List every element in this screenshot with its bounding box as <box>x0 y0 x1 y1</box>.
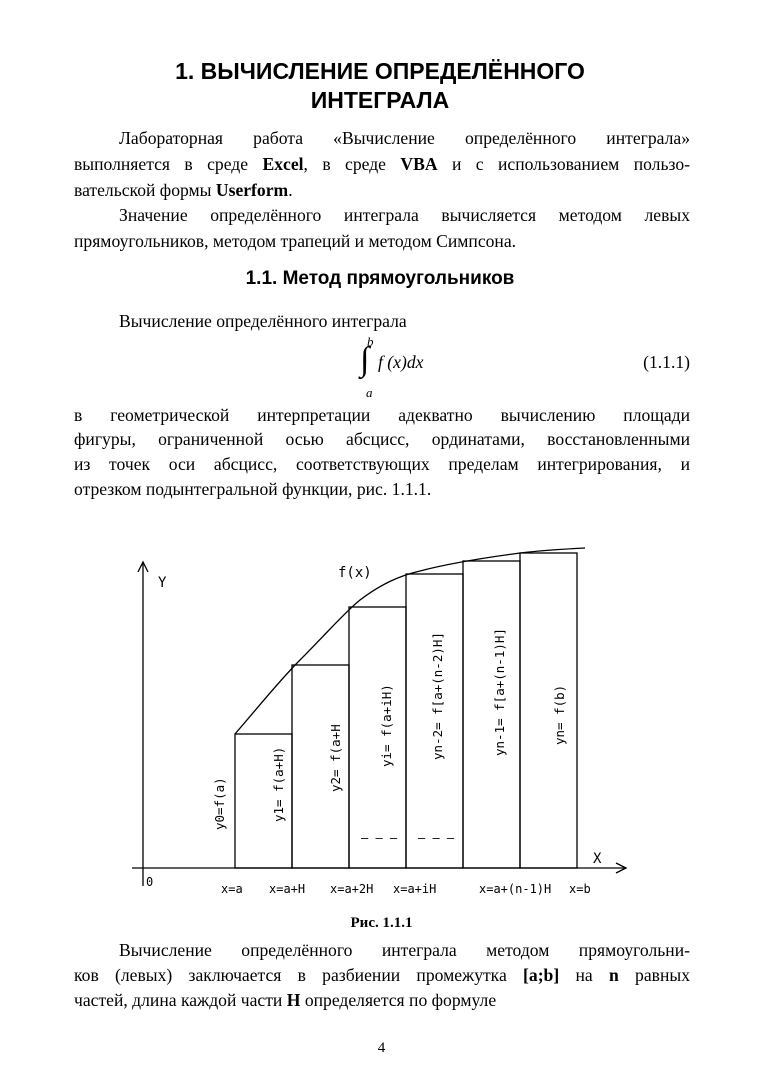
section-line-1: Вычисление определённого интеграла <box>119 311 407 331</box>
x-tick-a-plus-n-1-h: x=a+(n-1)H <box>479 882 552 896</box>
after-line-3 <box>74 989 690 1011</box>
x-tick-a-plus-h: x=a+H <box>269 882 306 896</box>
after-line-2 <box>74 964 690 986</box>
text-run: , в среде <box>303 154 401 174</box>
integral-lower-limit: a <box>366 385 373 400</box>
vba-term: VBA <box>400 154 438 174</box>
section-line-4: из точек оси абсцисс, соответствующих пределам интегрирования, и <box>74 454 690 474</box>
n-term: n <box>608 965 619 985</box>
curve-label: f(x) <box>338 565 372 581</box>
userform-term: Userform <box>215 180 289 200</box>
integrand: f (x)dx <box>378 352 424 372</box>
text-run: . <box>288 180 293 200</box>
x-tick-b: x=b <box>569 882 591 896</box>
section-title: 1.1. Метод прямоугольников <box>245 268 515 289</box>
section-line-5: отрезком подынтегральной функции, рис. 1.1.1. <box>74 479 432 499</box>
after-line-1: Вычисление определённого интеграла методом прямоугольни- <box>119 940 690 960</box>
section-line-3: фигуры, ограниченной осью абсцисс, ординатами, восстановленными <box>74 429 690 449</box>
integral-upper-limit: b <box>367 334 374 349</box>
x-axis-label: X <box>593 851 602 867</box>
y-axis-label: Y <box>158 575 167 591</box>
text-run: ков (левых) заключается в разбиении промежутка <box>74 965 524 985</box>
function-curve <box>235 548 585 734</box>
bar-label-yi: yi= f(a+iH) <box>379 684 394 767</box>
chapter-title-line-2: ИНТЕГРАЛА <box>310 87 450 113</box>
h-term: H <box>286 990 301 1010</box>
interval-term: [a;b] <box>523 965 560 985</box>
text-run: выполняется в среде <box>74 154 263 174</box>
page-number: 4 <box>377 1040 386 1056</box>
section-line-2: в геометрической интерпретации адекватно вычислению площади <box>74 405 690 425</box>
chapter-title-line-1: 1. ВЫЧИСЛЕНИЕ ОПРЕДЕЛЁННОГО <box>175 58 585 84</box>
x-tick-a: x=a <box>221 882 243 896</box>
bar-label-yn-2: yn-2= f[a+(n-2)H] <box>430 632 445 760</box>
ellipsis-dashes-1: – – – <box>361 831 398 845</box>
text-run: и с использованием пользо- <box>437 154 690 174</box>
figure-caption: Рис. 1.1.1 <box>350 915 413 931</box>
bar-label-y0: y0=f(a) <box>212 777 227 830</box>
text-run: равных <box>618 965 690 985</box>
bar-label-yn: yn= f(b) <box>552 684 567 745</box>
bar-label-y1: y1= f(a+H) <box>271 746 286 822</box>
bar-label-yn-1: yn-1= f[a+(n-1)H] <box>492 628 507 756</box>
text-run: вательской формы <box>74 180 216 200</box>
intro-line-1: Лабораторная работа «Вычисление определённого интеграла» <box>119 128 690 148</box>
excel-term: Excel <box>262 154 304 174</box>
intro-line-5: прямоугольников, методом трапеций и методом Симпсона. <box>74 231 517 251</box>
text-run: частей, длина каждой части <box>74 990 287 1010</box>
x-tick-a-plus-ih: x=a+iH <box>393 882 437 896</box>
formula-number: (1.1.1) <box>643 352 690 372</box>
x-tick-a-plus-2h: x=a+2H <box>330 882 374 896</box>
rectangle-6 <box>520 553 577 868</box>
text-run: определяется по формуле <box>300 990 497 1010</box>
rectangle-3 <box>349 607 406 868</box>
text-run: на <box>559 965 609 985</box>
integral-sign: ∫ <box>360 341 370 378</box>
origin-label: 0 <box>146 875 154 889</box>
ellipsis-dashes-2: – – – <box>418 831 455 845</box>
intro-line-4: Значение определённого интеграла вычисляется методом левых <box>119 205 690 225</box>
bar-label-y2: y2= f(a+H <box>328 724 343 792</box>
